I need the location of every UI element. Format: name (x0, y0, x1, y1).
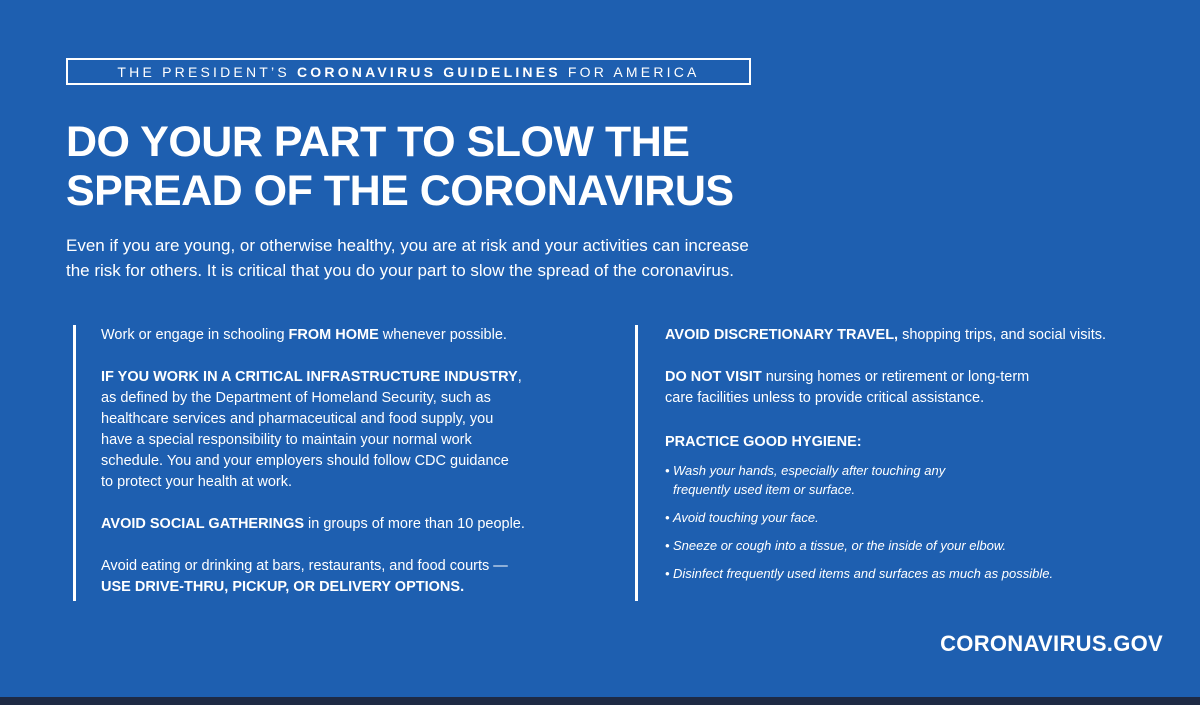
item-text: have a special responsibility to maintain your normal work (101, 432, 472, 448)
item-emphasis: USE DRIVE-THRU, PICKUP, OR DELIVERY OPTIONS. (101, 579, 465, 595)
item-text: shopping trips, and social visits. (898, 327, 1107, 343)
right-column-rule (635, 325, 638, 601)
page-title (66, 118, 966, 216)
header-post: FOR AMERICA (567, 63, 700, 80)
item-text: whenever possible. (378, 327, 507, 343)
intro-line-1: Even if you are young, or otherwise healthy, you are at risk and your activities can increase (66, 236, 749, 255)
bullet-text: • Wash your hands, especially after touching any (673, 463, 946, 478)
intro-line-2: the risk for others. It is critical that you do your part to slow the spread of the coronavirus. (66, 261, 735, 280)
header-pre: THE PRESIDENT’S (117, 63, 290, 80)
header-bold: CORONAVIRUS GUIDELINES (296, 63, 561, 80)
list-item (665, 564, 1165, 583)
site-url: CORONAVIRUS.GOV (940, 631, 1163, 656)
item-text: schedule. You and your employers should follow CDC guidance (101, 453, 509, 469)
intro-text (66, 233, 826, 283)
bullet-text: frequently used item or surface. (673, 482, 856, 497)
header-banner (66, 58, 751, 85)
list-item (665, 536, 1165, 555)
left-column-rule (73, 325, 76, 601)
left-column (101, 325, 621, 598)
item-emphasis: FROM HOME (288, 327, 379, 343)
item-text: Avoid eating or drinking at bars, restaurants, and food courts — (101, 558, 508, 574)
hygiene-heading: PRACTICE GOOD HYGIENE: (665, 434, 862, 450)
bullet-text: • Avoid touching your face. (673, 510, 819, 525)
right-item-travel (665, 325, 1165, 346)
left-item-social-gatherings (101, 514, 621, 535)
item-emphasis: DO NOT VISIT (665, 369, 762, 385)
left-item-critical-infrastructure (101, 367, 621, 493)
title-line-2: SPREAD OF THE CORONAVIRUS (66, 167, 734, 215)
item-text: as defined by the Department of Homeland Security, such as (101, 390, 491, 406)
bottom-strip (0, 697, 1200, 705)
item-text: to protect your health at work. (101, 474, 293, 490)
item-emphasis: IF YOU WORK IN A CRITICAL INFRASTRUCTURE INDUSTRY (101, 369, 518, 385)
list-item (665, 461, 1165, 499)
bullet-text: • Sneeze or cough into a tissue, or the inside of your elbow. (673, 538, 1007, 553)
bullet-text: • Disinfect frequently used items and surfaces as much as possible. (673, 566, 1054, 581)
left-item-work-from-home (101, 325, 621, 346)
left-item-food-options (101, 556, 621, 598)
right-column (665, 325, 1165, 583)
item-text: care facilities unless to provide critical assistance. (665, 390, 985, 406)
title-line-1: DO YOUR PART TO SLOW THE (66, 118, 690, 166)
right-item-do-not-visit (665, 367, 1165, 409)
list-item (665, 508, 1165, 527)
item-text: nursing homes or retirement or long-term (761, 369, 1030, 385)
item-text: , (517, 369, 522, 385)
item-emphasis: AVOID SOCIAL GATHERINGS (101, 516, 305, 532)
hygiene-list (665, 461, 1165, 583)
item-text: healthcare services and pharmaceutical and food supply, you (101, 411, 494, 427)
item-text: Work or engage in schooling (101, 327, 289, 343)
item-text: in groups of more than 10 people. (304, 516, 525, 532)
item-emphasis: AVOID DISCRETIONARY TRAVEL, (665, 327, 899, 343)
